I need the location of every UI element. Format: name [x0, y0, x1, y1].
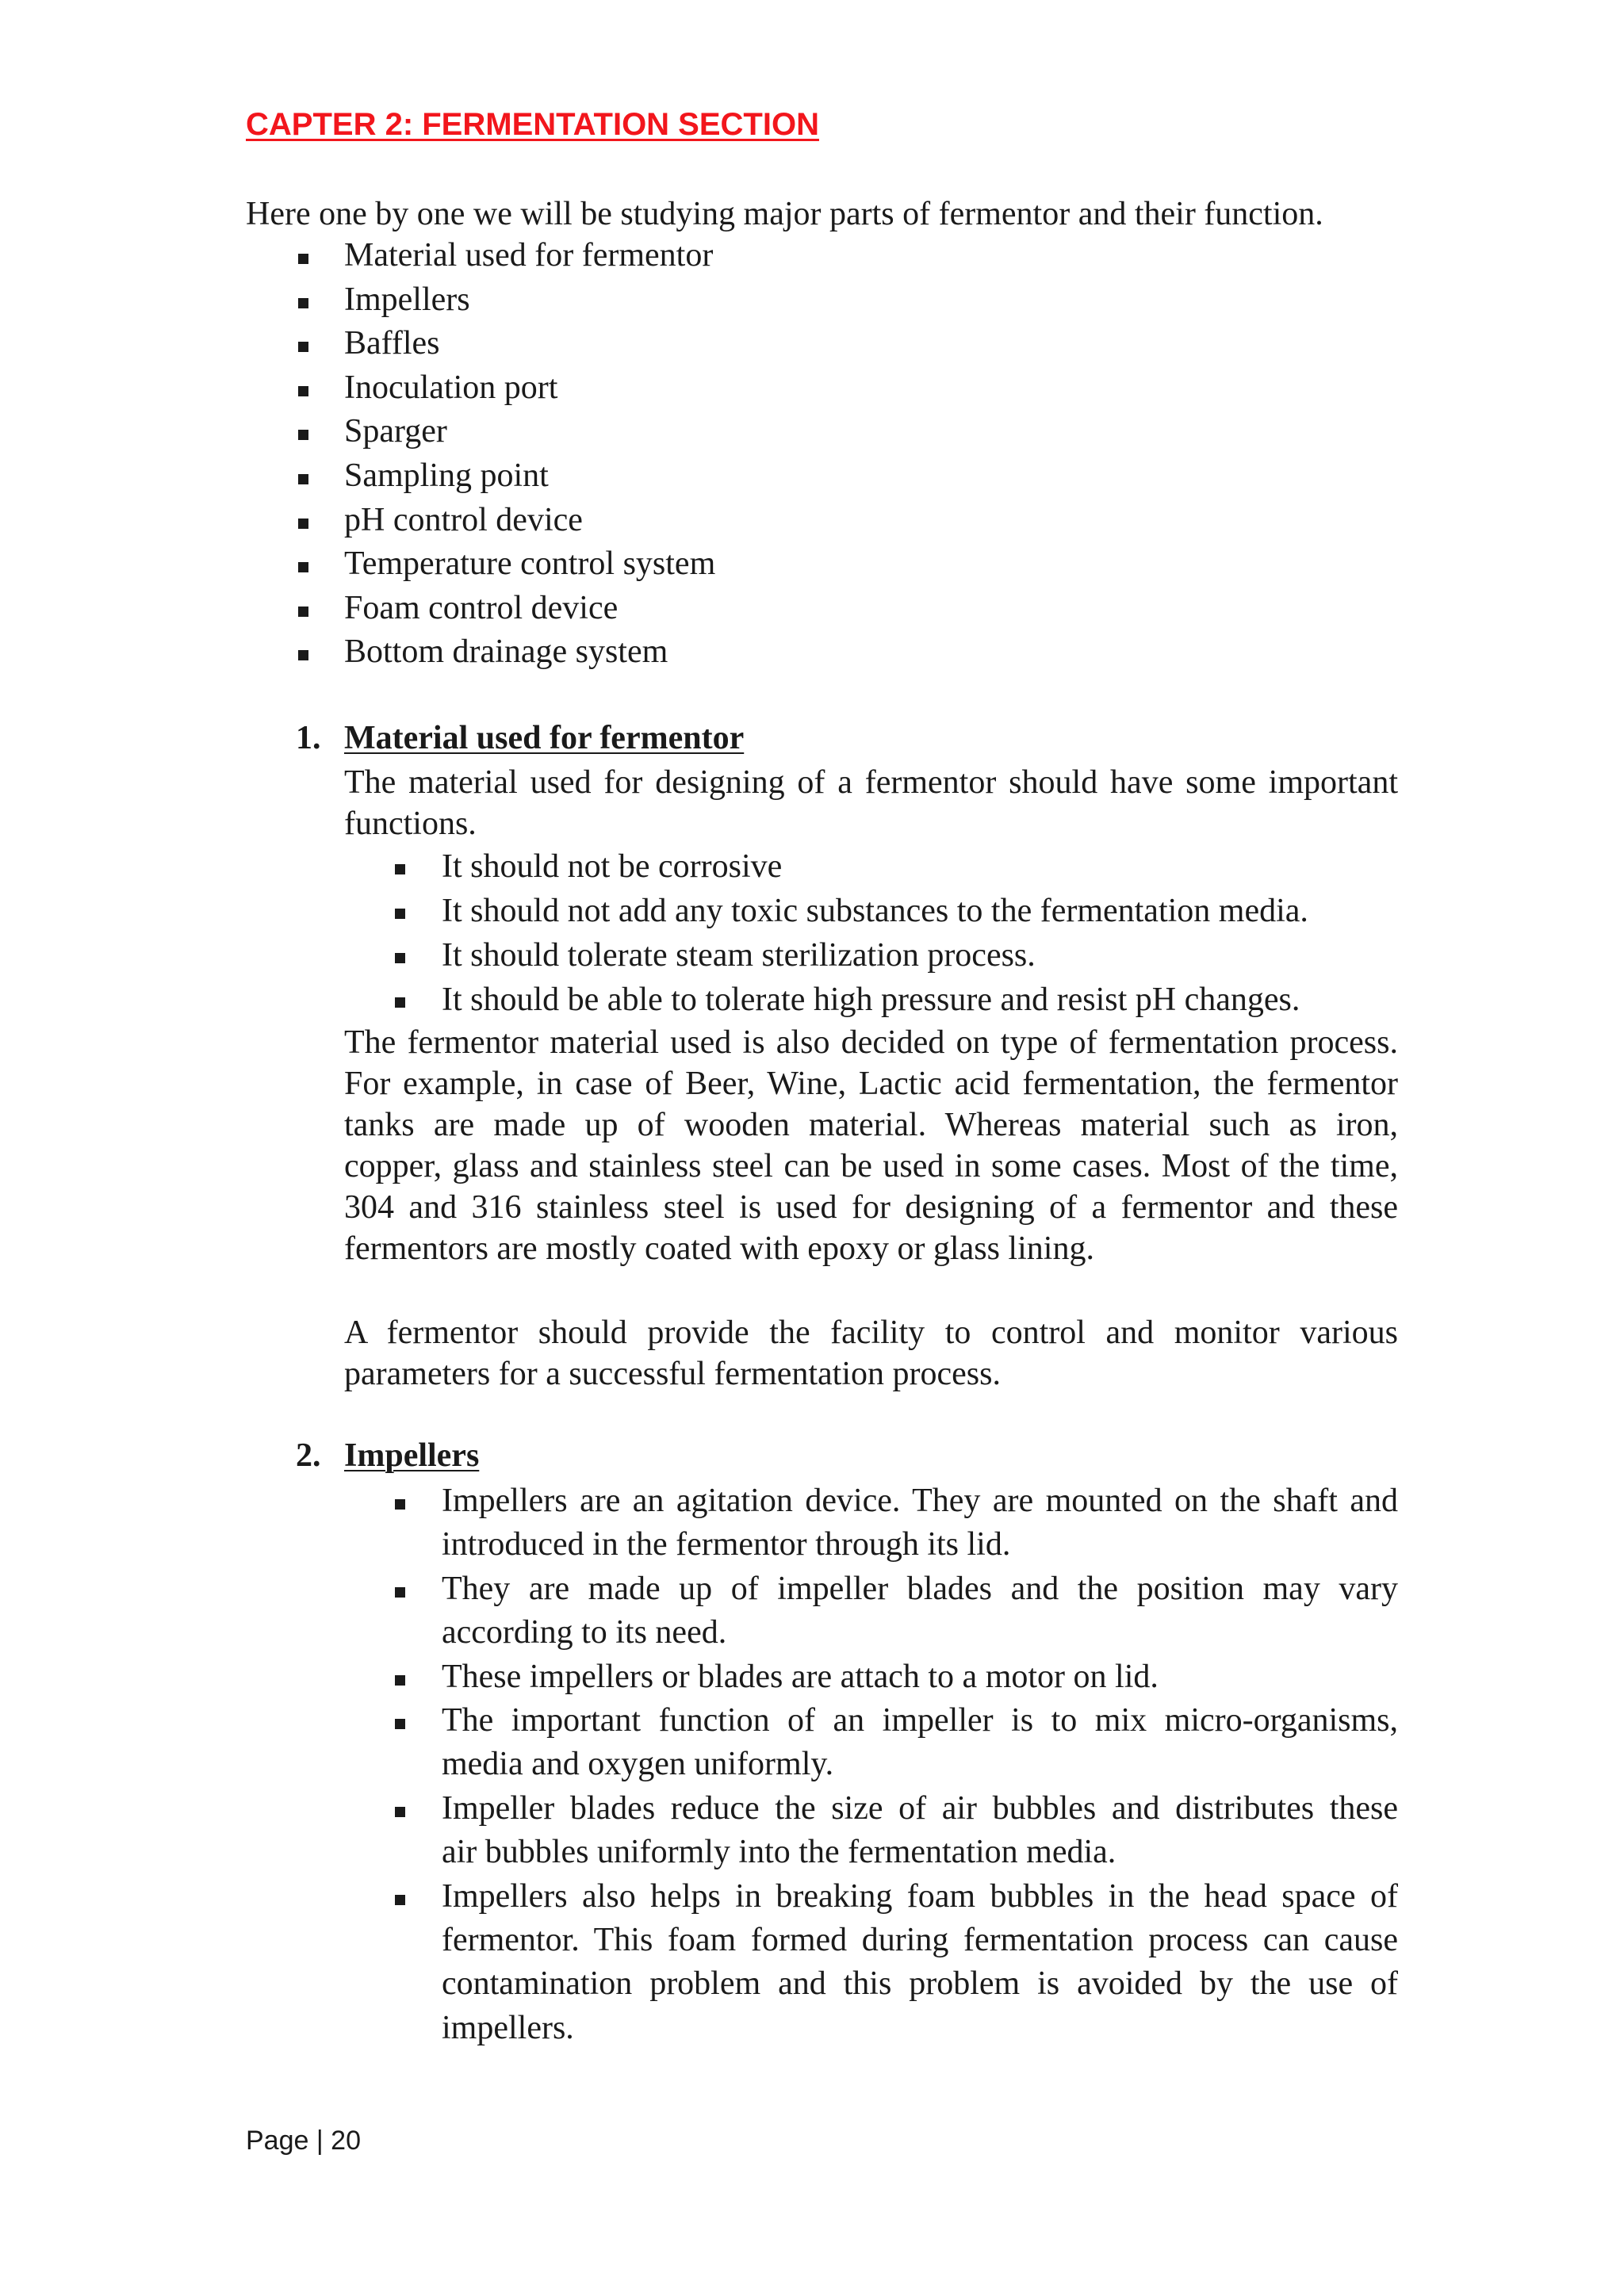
- list-item: [395, 933, 1308, 978]
- square-bullet-icon: [395, 1675, 405, 1686]
- square-bullet-icon: [298, 474, 308, 484]
- list-item-text: Inoculation port: [344, 369, 558, 406]
- list-item: [298, 410, 715, 454]
- square-bullet-icon: [298, 430, 308, 440]
- list-item: [298, 630, 715, 675]
- list-item-line: Impellers also helps in breaking foam bubbles in the head space of: [442, 1877, 1398, 1915]
- list-item-text: Sparger: [344, 413, 447, 450]
- square-bullet-icon: [298, 607, 308, 617]
- paragraph-line: copper, glass and stainless steel can be used in some cases. Most of the time,: [344, 1148, 1398, 1184]
- paragraph-line: fermentors are mostly coated with epoxy or glass lining.: [344, 1230, 1094, 1267]
- paragraph-line: The fermentor material used is also decided on type of fermentation process.: [344, 1024, 1398, 1061]
- list-item-line: Impellers are an agitation device. They are mounted on the shaft and: [442, 1483, 1398, 1519]
- list-item: [298, 234, 715, 278]
- list-item-line: media and oxygen uniformly.: [442, 1746, 834, 1783]
- list-item-line: They are made up of impeller blades and the position may vary: [442, 1570, 1398, 1607]
- page-footer: [246, 2125, 361, 2156]
- list-item-text: Baffles: [344, 325, 440, 362]
- paragraph-line: A fermentor should provide the facility to control and monitor various: [344, 1314, 1398, 1351]
- square-bullet-icon: [395, 909, 405, 919]
- list-item: [395, 1699, 1398, 1787]
- paragraph-line: The material used for designing of a fermentor should have some important: [344, 764, 1398, 801]
- square-bullet-icon: [395, 1807, 405, 1817]
- chapter-title: CAPTER 2: FERMENTATION SECTION: [246, 107, 819, 142]
- impellers-list: [395, 1479, 1398, 2050]
- list-item: [298, 322, 715, 366]
- list-item-text: Impellers: [344, 281, 470, 318]
- square-bullet-icon: [298, 519, 308, 529]
- page-label: Page: [246, 2126, 309, 2156]
- list-item-text: It should be able to tolerate high pressure and resist pH changes.: [442, 982, 1300, 1018]
- square-bullet-icon: [395, 1587, 405, 1598]
- list-item-text: It should tolerate steam sterilization process.: [442, 937, 1036, 974]
- section-number: 1.: [296, 720, 321, 756]
- square-bullet-icon: [395, 864, 405, 874]
- list-item-text: Sampling point: [344, 457, 549, 494]
- list-item-text: pH control device: [344, 501, 583, 538]
- list-item: [395, 844, 1308, 889]
- section-heading-text: Material used for fermentor: [344, 720, 745, 756]
- list-item: [298, 454, 715, 499]
- list-item-text: Material used for fermentor: [344, 237, 714, 274]
- square-bullet-icon: [395, 1719, 405, 1729]
- square-bullet-icon: [395, 1895, 405, 1905]
- paragraph-line: tanks are made up of wooden material. Whereas material such as iron,: [344, 1107, 1398, 1143]
- paragraph-line: 304 and 316 stainless steel is used for designing of a fermentor and these: [344, 1189, 1398, 1226]
- intro-text: Here one by one we will be studying major parts of fermentor and their function.: [246, 196, 1323, 232]
- list-item-line: The important function of an impeller is to mix micro-organisms,: [442, 1701, 1398, 1739]
- material-requirements-list: [395, 844, 1308, 1022]
- list-item: [298, 278, 715, 323]
- list-item-text: It should not add any toxic substances to the fermentation media.: [442, 893, 1308, 929]
- list-item-line: impellers.: [442, 2009, 574, 2046]
- square-bullet-icon: [298, 254, 308, 264]
- square-bullet-icon: [298, 386, 308, 396]
- paragraph-line: parameters for a successful fermentation process.: [344, 1356, 1001, 1392]
- section-number: 2.: [296, 1437, 321, 1474]
- page-separator: |: [316, 2126, 324, 2156]
- section-heading-text: Impellers: [344, 1437, 480, 1474]
- list-item: [395, 1479, 1398, 1567]
- monitoring-paragraph: [344, 1312, 1398, 1395]
- list-item: [395, 1875, 1398, 2051]
- list-item: [298, 587, 715, 631]
- list-item: [395, 978, 1308, 1022]
- list-item-line: Impeller blades reduce the size of air bubbles and distributes these: [442, 1789, 1398, 1827]
- square-bullet-icon: [298, 562, 308, 572]
- list-item-line: introduced in the fermentor through its lid.: [442, 1526, 1011, 1563]
- list-item-line: air bubbles uniformly into the fermentation media.: [442, 1834, 1116, 1871]
- list-item: [298, 542, 715, 587]
- list-item: [298, 499, 715, 543]
- list-item-line: contamination problem and this problem is avoided by the use of: [442, 1965, 1398, 2003]
- list-item-line: according to its need.: [442, 1614, 727, 1651]
- list-item: [395, 1787, 1398, 1875]
- list-item-text: Temperature control system: [344, 545, 716, 583]
- material-paragraph: [344, 1022, 1398, 1269]
- list-item-text: Bottom drainage system: [344, 633, 668, 671]
- list-item-line: These impellers or blades are attach to a motor on lid.: [442, 1658, 1159, 1695]
- square-bullet-icon: [298, 298, 308, 308]
- list-item: [395, 1567, 1398, 1655]
- overview-list: [298, 234, 715, 675]
- square-bullet-icon: [298, 342, 308, 352]
- list-item-text: It should not be corrosive: [442, 848, 783, 885]
- square-bullet-icon: [395, 953, 405, 963]
- paragraph-line: For example, in case of Beer, Wine, Lactic acid fermentation, the fermentor: [344, 1066, 1398, 1102]
- list-item-text: Foam control device: [344, 589, 619, 626]
- square-bullet-icon: [395, 997, 405, 1008]
- list-item: [395, 1655, 1398, 1699]
- list-item-line: fermentor. This foam formed during fermentation process can cause: [442, 1921, 1398, 1958]
- material-intro-paragraph: [344, 762, 1398, 844]
- square-bullet-icon: [395, 1499, 405, 1510]
- list-item: [298, 366, 715, 411]
- list-item: [395, 889, 1308, 933]
- paragraph-line: functions.: [344, 806, 477, 842]
- square-bullet-icon: [298, 650, 308, 660]
- page-number: 20: [331, 2126, 361, 2156]
